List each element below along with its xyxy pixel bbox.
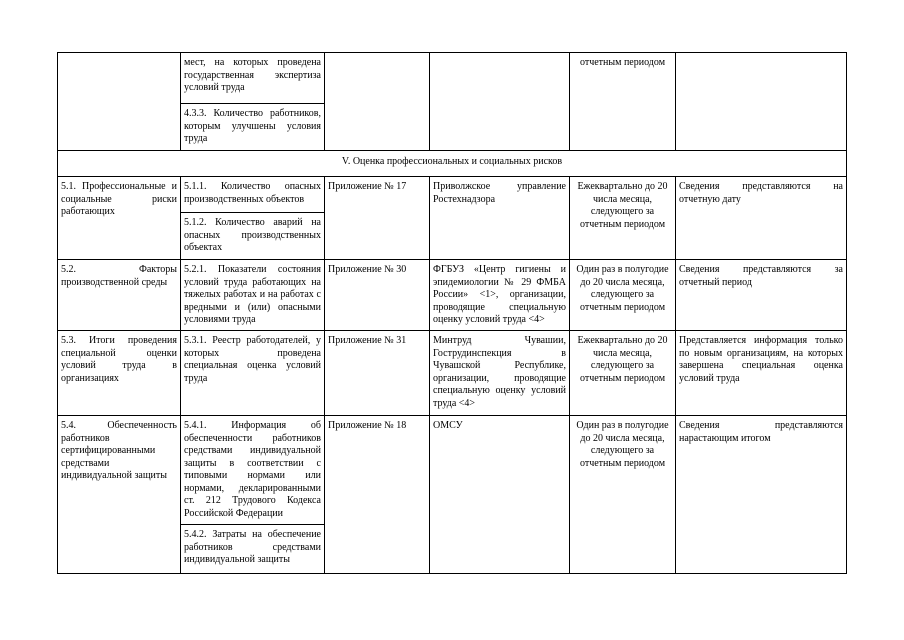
form-cell: Приложение № 31 xyxy=(325,331,430,416)
indicator-cell: 5.1.2. Количество аварий на опасных производственных объектах xyxy=(181,213,325,260)
indicator-cell: 5.4.2. Затраты на обеспечение работников средствами индивидуальной защиты xyxy=(181,525,325,574)
period-cell: отчетным периодом xyxy=(570,53,676,151)
indicator-cell: 5.2.1. Показатели состояния условий труда работающих на тяжелых работах и на работах с вредными и (или) опасными условиями труда xyxy=(181,260,325,331)
form-cell xyxy=(325,53,430,151)
period-cell: Ежеквартально до 20 числа месяца, следующего за отчетным периодом xyxy=(570,177,676,260)
section-header-row xyxy=(58,151,847,177)
group-name-cell xyxy=(58,53,181,151)
period-cell: Один раз в полугодие до 20 числа месяца, следующего за отчетным периодом xyxy=(570,260,676,331)
group-name-cell: 5.2. Факторы производственной среды xyxy=(58,260,181,331)
group-name-cell: 5.3. Итоги проведения специальной оценки условий труда в организациях xyxy=(58,331,181,416)
responsible-cell: ОМСУ xyxy=(430,416,570,574)
form-cell: Приложение № 18 xyxy=(325,416,430,574)
form-cell: Приложение № 30 xyxy=(325,260,430,331)
table-row xyxy=(58,177,847,213)
group-name-cell: 5.4. Обеспеченность работников сертифицированными средствами индивидуальной защиты xyxy=(58,416,181,574)
responsible-cell: Приволжское управление Ростехнадзора xyxy=(430,177,570,260)
report-table xyxy=(57,52,847,574)
notes-cell: Сведения представляются на отчетную дату xyxy=(676,177,847,260)
indicator-cell: 5.1.1. Количество опасных производственных объектов xyxy=(181,177,325,213)
indicator-cell: мест, на которых проведена государственная экспертиза условий труда xyxy=(181,53,325,104)
notes-cell: Сведения представляются нарастающим итогом xyxy=(676,416,847,574)
notes-cell: Сведения представляются за отчетный период xyxy=(676,260,847,331)
section-title: V. Оценка профессиональных и социальных рисков xyxy=(58,151,847,177)
indicator-cell: 5.3.1. Реестр работодателей, у которых проведена специальная оценка условий труда xyxy=(181,331,325,416)
responsible-cell: ФГБУЗ «Центр гигиены и эпидемиологии № 29 ФМБА России» <1>, организации, проводящие специальную оценку условий труда <4> xyxy=(430,260,570,331)
responsible-cell xyxy=(430,53,570,151)
table-row xyxy=(58,53,847,104)
form-cell: Приложение № 17 xyxy=(325,177,430,260)
indicator-cell: 4.3.3. Количество работников, которым улучшены условия труда xyxy=(181,104,325,151)
table-row xyxy=(58,260,847,331)
table-row xyxy=(58,331,847,416)
notes-cell xyxy=(676,53,847,151)
group-name-cell: 5.1. Профессиональные и социальные риски работающих xyxy=(58,177,181,260)
period-cell: Один раз в полугодие до 20 числа месяца, следующего за отчетным периодом xyxy=(570,416,676,574)
notes-cell: Представляется информация только по новым организациям, на которых завершена специальная оценка условий труда xyxy=(676,331,847,416)
table-row xyxy=(58,416,847,525)
period-cell: Ежеквартально до 20 числа месяца, следующего за отчетным периодом xyxy=(570,331,676,416)
indicator-cell: 5.4.1. Информация об обеспеченности работников средствами индивидуальной защиты в соответствии с типовыми нормами или нормами, декларированными ст. 212 Трудового Кодекса Российской Федерации xyxy=(181,416,325,525)
responsible-cell: Минтруд Чувашии, Гострудинспекция в Чувашской Республике, организации, проводящие специальную оценку условий труда <4> xyxy=(430,331,570,416)
